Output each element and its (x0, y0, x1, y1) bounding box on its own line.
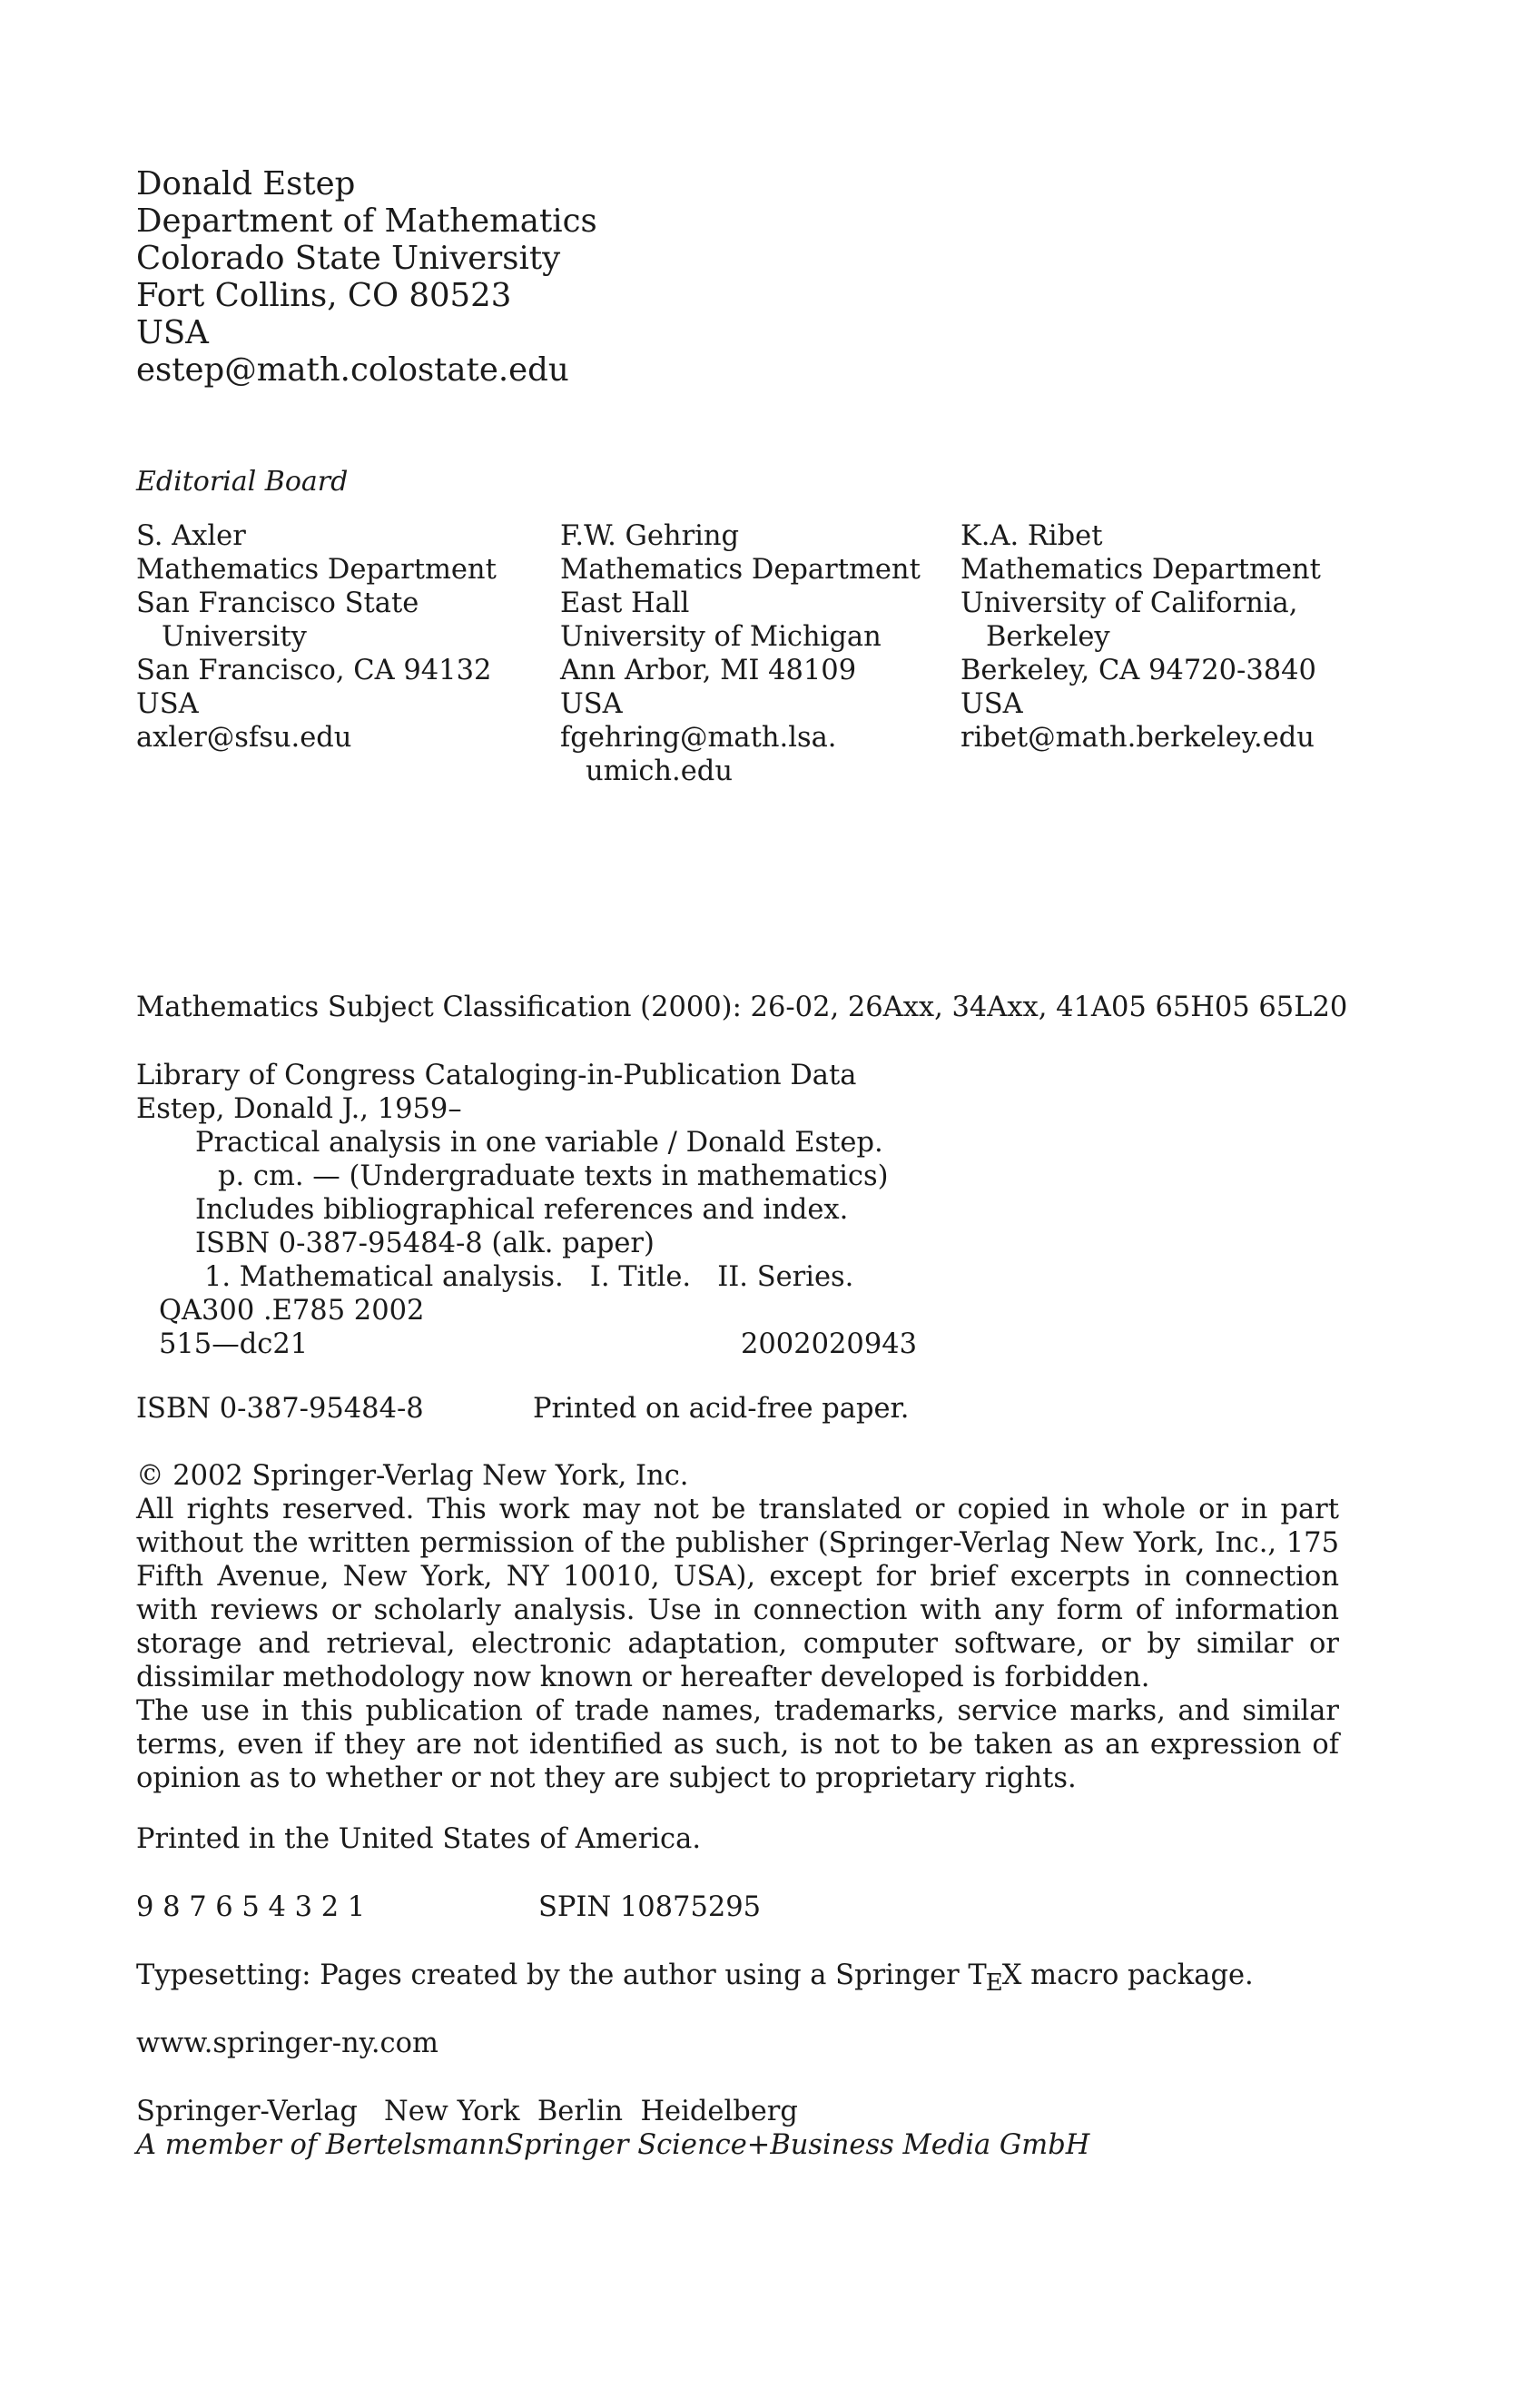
rights-statement (136, 1459, 1339, 1795)
copyright-notice: © 2002 Springer-Verlag New York, Inc. (136, 1460, 689, 1492)
cip-series: p. cm. — (Undergraduate texts in mathematics) (218, 1160, 889, 1192)
editor-institution-cont: Berkeley (986, 621, 1110, 653)
printed-in: Printed in the United States of America. (136, 1823, 702, 1855)
typesetting-text: Typesetting: Pages created by the author using a Springer T (136, 1959, 987, 1991)
editor-institution: San Francisco State (136, 587, 419, 619)
rights-reserved: All rights reserved. This work may not be translated or copied in whole or in part without the written permission of the publisher (Springer-Verlag New York, Inc., 175 Fifth Avenue, New York, NY 10010, USA), except for brief excerpts in connection with reviews or scholarly analysis. Use in connection with any form of information storage and retrieval, electronic adaptation, computer software, or by similar or dissimilar methodology now known or hereafter developed is forbidden. (136, 1494, 1339, 1693)
cip-title: Practical analysis in one variable / Donald Estep. (195, 1127, 883, 1159)
author-country: USA (136, 314, 209, 351)
editor-name: F.W. Gehring (560, 520, 740, 552)
cip-dewey-row (136, 1327, 918, 1361)
cip-author: Estep, Donald J., 1959– (136, 1093, 462, 1125)
editor-email: ribet@math.berkeley.edu (960, 722, 1315, 754)
editor-city: Berkeley, CA 94720-3840 (960, 655, 1316, 686)
editor-institution: University of California, (960, 587, 1298, 619)
cip-isbn: ISBN 0-387-95484-8 (alk. paper) (195, 1228, 655, 1259)
editorial-board-title: Editorial Board (136, 466, 349, 498)
cip-lc-call-number: QA300 .E785 2002 (159, 1295, 425, 1327)
isbn-number: ISBN 0-387-95484-8 (136, 1393, 424, 1425)
editor-ribet (960, 519, 1321, 755)
typesetting-note (136, 1959, 1254, 1997)
editor-country: USA (960, 688, 1023, 720)
spin-number: SPIN 10875295 (538, 1891, 762, 1923)
author-address (136, 165, 597, 389)
subject-classification: Mathematics Subject Classification (2000): 26-02, 26Axx, 34Axx, 41A05 65H05 65L20 (136, 992, 1348, 1023)
cip-lccn: 2002020943 (741, 1328, 918, 1360)
author-university: Colorado State University (136, 240, 561, 277)
author-department: Department of Mathematics (136, 202, 597, 240)
editor-name: S. Axler (136, 520, 246, 552)
author-city: Fort Collins, CO 80523 (136, 277, 512, 314)
editor-email: axler@sfsu.edu (136, 722, 352, 754)
editor-country: USA (560, 688, 623, 720)
editor-gehring (560, 519, 921, 788)
editor-institution-cont: University (162, 621, 307, 653)
editor-city: San Francisco, CA 94132 (136, 655, 492, 686)
editor-email: fgehring@math.lsa. (560, 722, 837, 754)
publisher-member: A member of BertelsmannSpringer Science+Business Media GmbH (136, 2129, 1090, 2161)
editor-institution-cont: University of Michigan (560, 621, 882, 653)
cip-data (136, 1059, 918, 1361)
typesetting-text-end: X macro package. (1001, 1959, 1254, 1991)
website: www.springer-ny.com (136, 2028, 438, 2059)
isbn-row (136, 1392, 910, 1426)
author-name: Donald Estep (136, 165, 356, 202)
acid-free-paper: Printed on acid-free paper. (533, 1393, 910, 1425)
editor-axler (136, 519, 497, 755)
tex-logo-e: E (985, 1969, 1003, 1997)
publisher (136, 2095, 1089, 2162)
cip-dewey: 515—dc21 (159, 1328, 309, 1360)
cip-subjects: 1. Mathematical analysis. I. Title. II. Series. (204, 1261, 854, 1293)
editor-name: K.A. Ribet (960, 520, 1103, 552)
print-line: 9 8 7 6 5 4 3 2 1 (136, 1891, 366, 1923)
cip-heading: Library of Congress Cataloging-in-Publication Data (136, 1060, 857, 1091)
editor-department: Mathematics Department (136, 554, 497, 586)
author-email: estep@math.colostate.edu (136, 351, 569, 389)
editor-city: Ann Arbor, MI 48109 (560, 655, 857, 686)
editor-institution: East Hall (560, 587, 690, 619)
editor-department: Mathematics Department (960, 554, 1321, 586)
cip-bibliography: Includes bibliographical references and index. (195, 1194, 849, 1226)
trademark-notice: The use in this publication of trade names, trademarks, service marks, and similar terms, even if they are not identified as such, is not to be taken as an expression of opinion as to whether or not they are subject to proprietary rights. (136, 1695, 1339, 1794)
publisher-imprint: Springer-Verlag New York Berlin Heidelberg (136, 2096, 798, 2127)
print-run-row (136, 1890, 762, 1924)
editor-department: Mathematics Department (560, 554, 921, 586)
editor-email-cont: umich.edu (586, 755, 733, 787)
editor-country: USA (136, 688, 199, 720)
